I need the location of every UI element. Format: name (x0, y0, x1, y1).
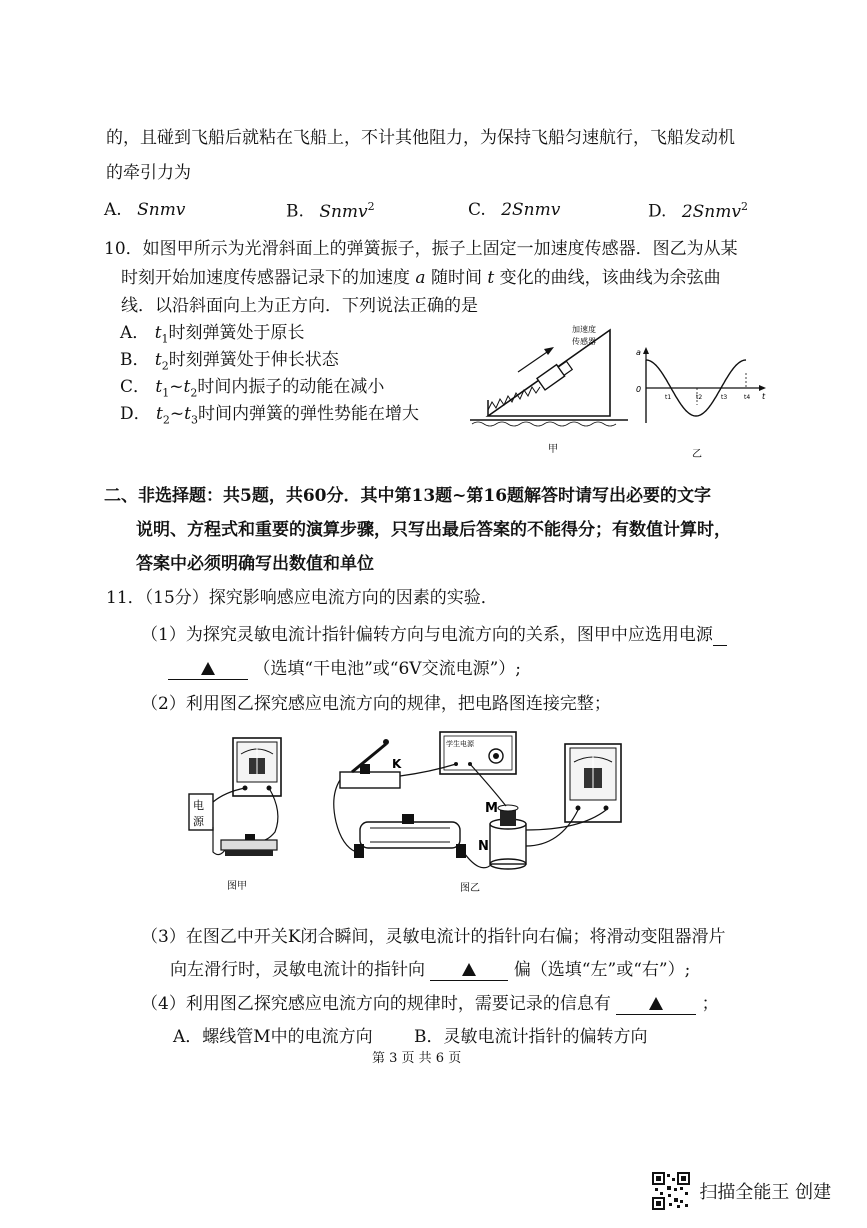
student-power-supply (440, 732, 516, 774)
sensor-label-2: 传感器 (572, 337, 596, 346)
q9-option-b: B. Snmv$^2$ (286, 200, 375, 222)
power-supply-label: 学生电源 (446, 740, 474, 748)
answer-marker-icon (649, 997, 663, 1010)
blank-1-lead (713, 625, 727, 646)
fig-yi-caption-q11: 图乙 (460, 883, 480, 894)
answer-blank-2[interactable] (430, 960, 508, 981)
q11-part4: （4）利用图乙探究感应电流方向的规律时，需要记录的信息有 ； (141, 994, 719, 1014)
section2-line3: 答案中必须明确写出数值和单位 (136, 554, 374, 574)
power-label-2: 源 (193, 815, 204, 828)
q10-option-a: A． $t_1$时刻弹簧处于原长 (120, 323, 305, 346)
q11-part2: （2）利用图乙探究感应电流方向的规律，把电路图连接完整； (141, 694, 611, 714)
spring (488, 387, 540, 410)
q11-part3-line2: 向左滑行时，灵敏电流计的指针向 偏（选填“左”或“右”）; (170, 960, 691, 980)
tick-t3: t3 (721, 394, 728, 401)
rheostat-yi (354, 814, 466, 858)
answer-blank-3[interactable] (616, 994, 696, 1015)
q10-option-b: B． $t_2$时刻弹簧处于伸长状态 (120, 350, 339, 373)
power-source-box (189, 794, 213, 830)
y-axis-label: a (636, 348, 641, 357)
section2-line1: 二、非选择题：共5题，共60分．其中第13题~第16题解答时请写出必要的文字 (104, 486, 712, 506)
q11-option-b: B．灵敏电流计指针的偏转方向 (414, 1027, 648, 1047)
q10-line2: 时刻开始加速度传感器记录下的加速度 a 随时间 t 变化的曲线，该曲线为余弦曲 (121, 268, 721, 288)
x-arrow (759, 385, 766, 391)
coil-m-label: M (485, 801, 498, 816)
wire-a (334, 780, 356, 852)
coil-n (490, 819, 526, 869)
origin-label: 0 (636, 385, 642, 394)
answer-blank-1[interactable] (168, 659, 248, 680)
q11-header: 11．（15分）探究影响感应电流方向的因素的实验． (106, 588, 498, 608)
section2-line2: 说明、方程式和重要的演算步骤，只写出最后答案的不能得分；有数值计算时， (136, 520, 731, 540)
tick-t4: t4 (744, 394, 751, 401)
q9-line1: 的，且碰到飞船后就粘在飞船上，不计其他阻力，为保持飞船匀速航行，飞船发动机 (106, 128, 735, 148)
q10-line1: 10．如图甲所示为光滑斜面上的弹簧振子，振子上固定一加速度传感器．图乙为从某 (104, 239, 738, 259)
arrow-line (518, 350, 550, 372)
switch-label: K (392, 757, 402, 771)
wire-e (526, 810, 578, 846)
rheostat-jia (221, 834, 277, 856)
q11-part3-line1: （3）在图乙中开关K闭合瞬间，灵敏电流计的指针向右偏；将滑动变阻器滑片 (141, 927, 726, 947)
q11-figure-jia (185, 732, 300, 892)
q11-figure-yi (330, 726, 630, 896)
q9-option-c: C. 2Snmv (468, 200, 561, 220)
q11-part1-line2: （选填“干电池”或“6V交流电源”）; (168, 654, 521, 680)
galvanometer-jia (233, 738, 281, 796)
q9-option-d: D. 2Snmv$^2$ (648, 200, 748, 222)
fig-jia-caption: 甲 (548, 444, 558, 455)
wire-f (526, 810, 606, 830)
galvanometer-yi (565, 744, 621, 822)
q10-figure-jia (470, 320, 635, 460)
y-arrow (643, 347, 649, 354)
answer-marker-icon (201, 662, 215, 675)
q9-line2: 的牵引力为 (106, 163, 191, 183)
q10-option-d: D． $t_2\sim t_3$时间内弹簧的弹性势能在增大 (120, 404, 419, 427)
knife-switch (340, 739, 402, 788)
coil-n-label: N (478, 839, 489, 854)
answer-marker-icon (462, 963, 476, 976)
oscillator-block (537, 359, 573, 390)
x-axis-label: t (762, 392, 766, 401)
tick-t2: t2 (696, 394, 703, 401)
watermark-text: 扫描全能王 创建 (699, 1182, 832, 1203)
tick-t1: t1 (665, 394, 672, 401)
q10-figure-yi (632, 345, 770, 460)
q9-option-a: A. Snmv (104, 200, 186, 220)
sensor-label-1: 加速度 (572, 325, 596, 334)
fig-yi-caption: 乙 (692, 449, 702, 460)
q11-option-a: A．螺线管M中的电流方向 (173, 1027, 373, 1047)
ground-hatch (472, 422, 616, 426)
fig-jia-caption-q11: 图甲 (227, 881, 247, 892)
coil-m (498, 805, 518, 826)
q10-option-c: C． $t_1\sim t_2$时间内振子的动能在减小 (120, 377, 385, 400)
wire-1 (213, 788, 245, 802)
q10-line3: 线．以沿斜面向上为正方向．下列说法正确的是 (121, 296, 478, 316)
power-label-1: 电 (193, 799, 204, 812)
watermark (652, 1172, 831, 1210)
page-number: 第 3 页 共 6 页 (372, 1051, 462, 1066)
qr-code-icon (652, 1172, 690, 1210)
q11-part1-line1: （1）为探究灵敏电流计指针偏转方向与电流方向的关系，图甲中应选用电源 (141, 620, 727, 646)
